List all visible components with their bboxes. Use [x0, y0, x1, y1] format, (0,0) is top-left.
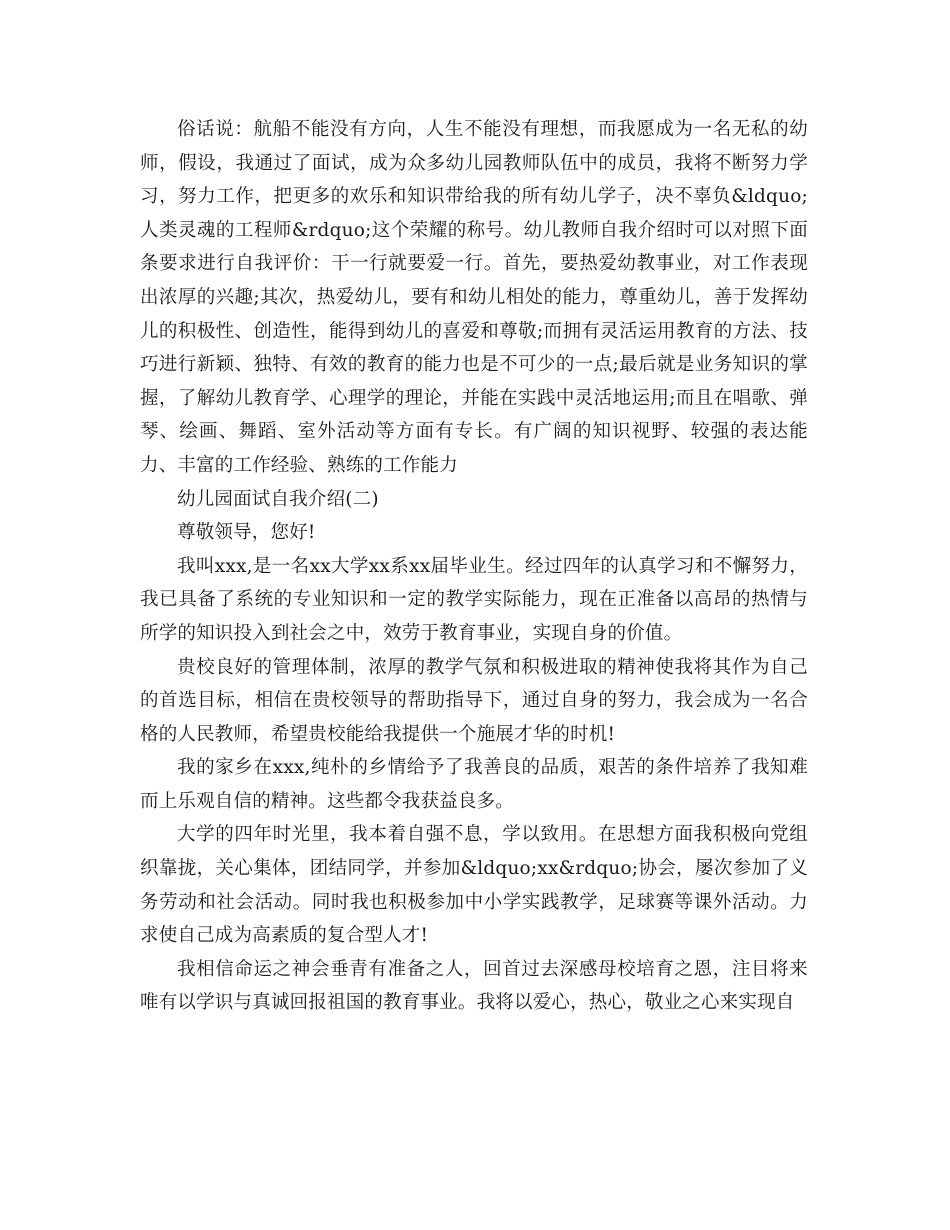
paragraph-university: 大学的四年时光里，我本着自强不息，学以致用。在思想方面我积极向党组织靠拢，关心集体，团结同学，并参加&ldquo;xx&rdquo;协会，屡次参加了义务劳动和社会活动。同时我也积极参加中小学实践教学，足球赛等课外活动。力求使自己成为高素质的复合型人才! [140, 824, 808, 947]
document-body [140, 113, 808, 1020]
paragraph-hometown: 我的家乡在xxx,纯朴的乡情给予了我善良的品质，艰苦的条件培养了我知难而上乐观自信的精神。这些都令我获益良多。 [140, 757, 808, 812]
paragraph-school-goal: 贵校良好的管理体制，浓厚的教学气氛和积极进取的精神使我将其作为自己的首选目标，相信在贵校领导的帮助指导下，通过自身的努力，我会成为一名合格的人民教师，希望贵校能给我提供一个施展才华的时机! [140, 656, 808, 745]
section-heading: 幼儿园面试自我介绍(二) [177, 488, 379, 510]
paragraph-intro: 俗话说：航船不能没有方向，人生不能没有理想，而我愿成为一名无私的幼师，假设，我通过了面试，成为众多幼儿园教师队伍中的成员，我将不断努力学习，努力工作，把更多的欢乐和知识带给我的所有幼儿学子，决不辜负&ldquo;人类灵魂的工程师&rdquo;这个荣耀的称号。幼儿教师自我介绍时可以对照下面条要求进行自我评价：干一行就要爱一行。首先，要热爱幼教事业，对工作表现出浓厚的兴趣;其次，热爱幼儿，要有和幼儿相处的能力，尊重幼儿，善于发挥幼儿的积极性、创造性，能得到幼儿的喜爱和尊敬;而拥有灵活运用教育的方法、技巧进行新颖、独特、有效的教育的能力也是不可少的一点;最后就是业务知识的掌握，了解幼儿教育学、心理学的理论，并能在实践中灵活地运用;而且在唱歌、弹琴、绘画、舞蹈、室外活动等方面有专长。有广阔的知识视野、较强的表达能力、丰富的工作经验、熟练的工作能力 [140, 119, 808, 476]
paragraph-closing: 我相信命运之神会垂青有准备之人，回首过去深感母校培育之恩，注目将来唯有以学识与真诚回报祖国的教育事业。我将以爱心，热心，敬业之心来实现自 [140, 958, 808, 1014]
greeting: 尊敬领导，您好! [177, 522, 316, 544]
paragraph-self-intro: 我叫xxx,是一名xx大学xx系xx届毕业生。经过四年的认真学习和不懈努力，我已具备了系统的专业知识和一定的教学实际能力，现在正准备以高昂的热情与所学的知识投入到社会之中，效劳于教育事业，实现自身的价值。 [140, 555, 808, 644]
